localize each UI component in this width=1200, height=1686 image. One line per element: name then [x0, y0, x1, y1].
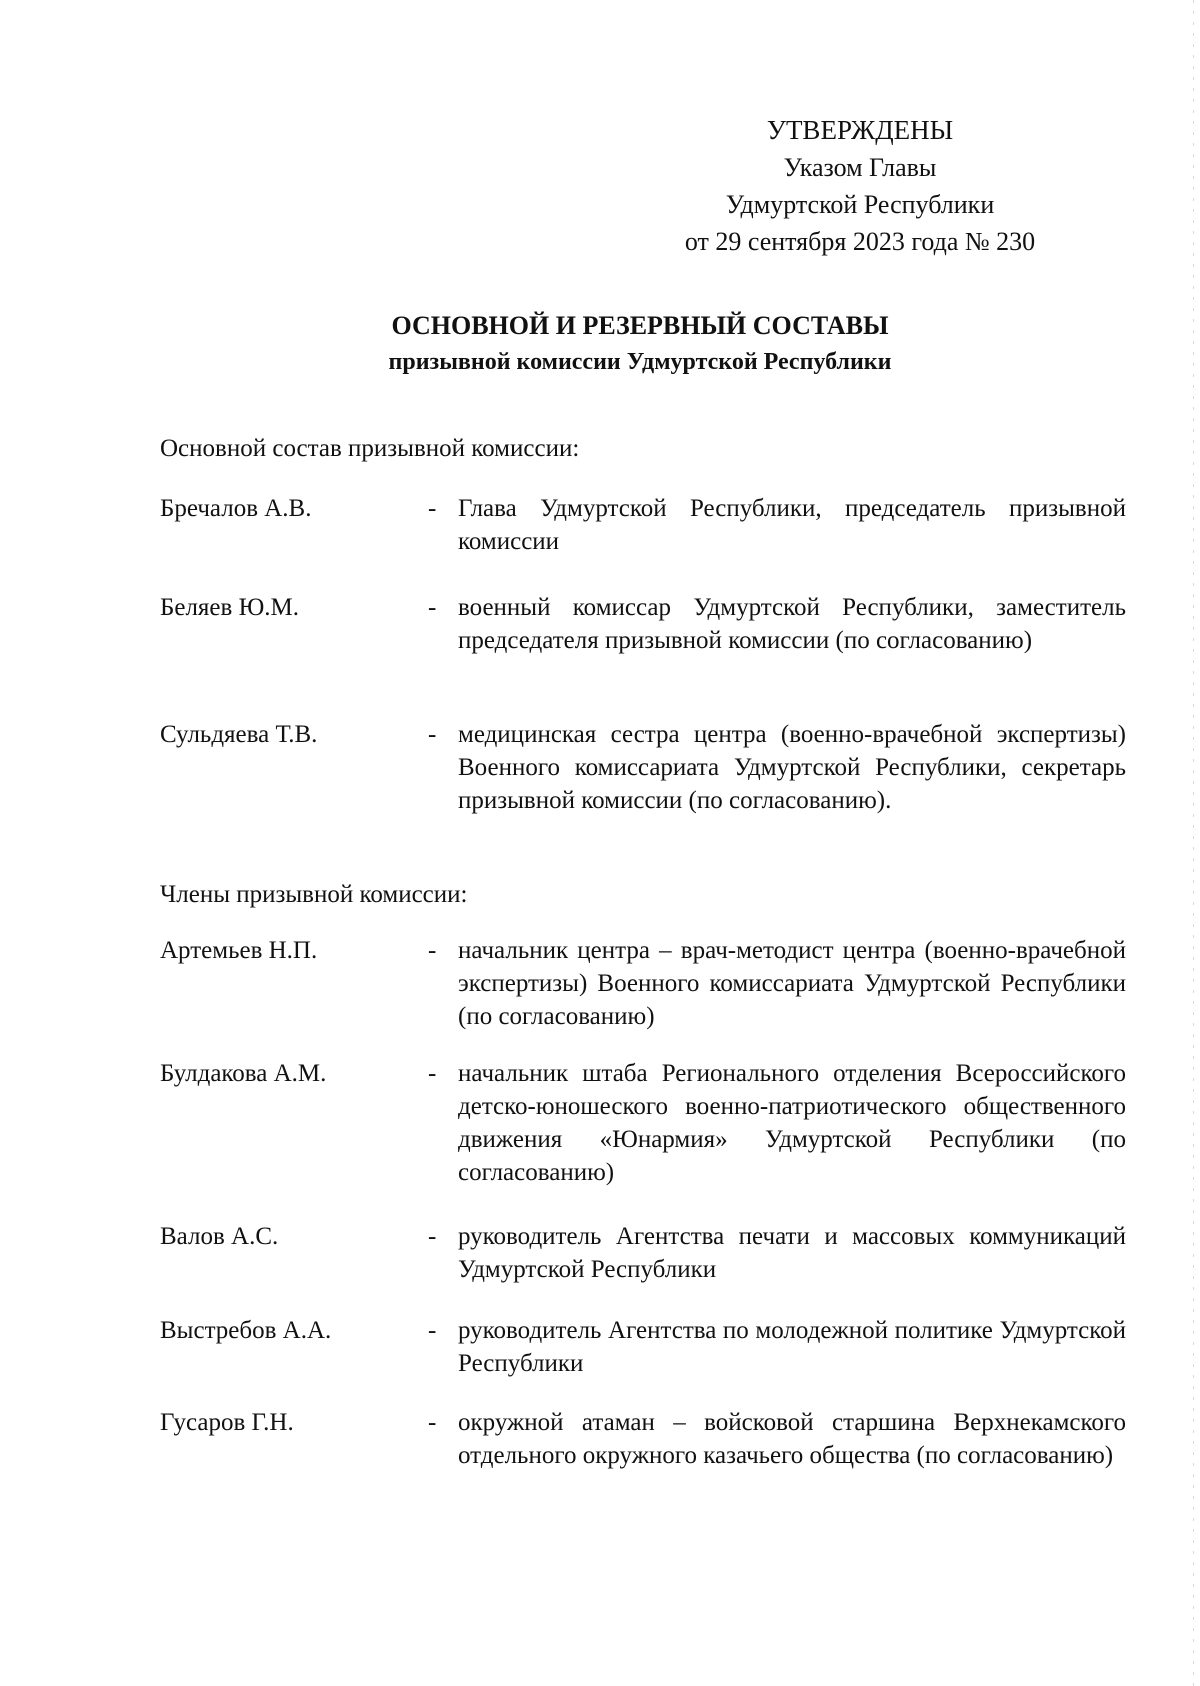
approval-line-date: от 29 сентября 2023 года № 230: [684, 227, 1036, 256]
member-role: Глава Удмуртской Республики, председатель призывной комиссии: [458, 495, 1126, 555]
member-row: [160, 1057, 1126, 1189]
member-row: [160, 591, 1126, 657]
member-name: Валов А.С.: [160, 1223, 279, 1250]
approval-line-decree: Указом Главы: [783, 153, 937, 182]
member-role: начальник центра – врач-методист центра (военно-врачебной экспертизы) Военного комиссариата Удмуртской Республики (по согласованию): [458, 937, 1126, 1030]
member-name: Выстребов А.А.: [160, 1317, 332, 1344]
member-name: Сульдяева Т.В.: [160, 721, 318, 748]
member-dash: -: [428, 721, 437, 748]
member-role: руководитель Агентства печати и массовых коммуникаций Удмуртской Республики: [458, 1223, 1126, 1283]
member-dash: -: [428, 495, 437, 522]
approval-line-republic: Удмуртской Республики: [725, 190, 995, 219]
member-role: руководитель Агентства по молодежной политике Удмуртской Республики: [458, 1317, 1126, 1377]
document-title: [160, 308, 1120, 380]
member-row: [160, 1220, 1126, 1286]
scan-edge-artifact: [1193, 0, 1194, 1686]
approval-block: [600, 112, 1120, 260]
member-name: Гусаров Г.Н.: [160, 1409, 294, 1436]
main-composition-heading: Основной состав призывной комиссии:: [160, 435, 580, 462]
member-dash: -: [428, 594, 437, 621]
member-name: Булдакова А.М.: [160, 1060, 327, 1087]
member-name: Артемьев Н.П.: [160, 937, 318, 964]
member-role: медицинская сестра центра (военно-врачебной экспертизы) Военного комиссариата Удмуртской Республики, секретарь призывной комиссии (по согласованию).: [458, 721, 1126, 814]
member-row: [160, 1314, 1126, 1380]
member-dash: -: [428, 1060, 437, 1087]
member-dash: -: [428, 1409, 437, 1436]
member-row: [160, 934, 1126, 1033]
member-name: Беляев Ю.М.: [160, 594, 300, 621]
member-row: [160, 492, 1126, 558]
member-row: [160, 718, 1126, 817]
members-heading: Члены призывной комиссии:: [160, 881, 468, 908]
member-role: начальник штаба Регионального отделения Всероссийского детско-юношеского военно-патриотического общественного движения «Юнармия» Удмуртской Республики (по согласованию): [458, 1060, 1126, 1186]
member-dash: -: [428, 1223, 437, 1250]
member-name: Бречалов А.В.: [160, 495, 312, 522]
member-dash: -: [428, 937, 437, 964]
member-role: окружной атаман – войсковой старшина Верхнекамского отдельного окружного казачьего общества (по согласованию): [458, 1409, 1126, 1469]
member-row: [160, 1406, 1126, 1472]
document-title-sub: призывной комиссии Удмуртской Республики: [388, 349, 892, 375]
document-title-main: ОСНОВНОЙ И РЕЗЕРВНЫЙ СОСТАВЫ: [391, 311, 889, 340]
approval-line-approved: УТВЕРЖДЕНЫ: [766, 115, 954, 145]
member-role: военный комиссар Удмуртской Республики, заместитель председателя призывной комиссии (по согласованию): [458, 594, 1126, 654]
member-dash: -: [428, 1317, 437, 1344]
